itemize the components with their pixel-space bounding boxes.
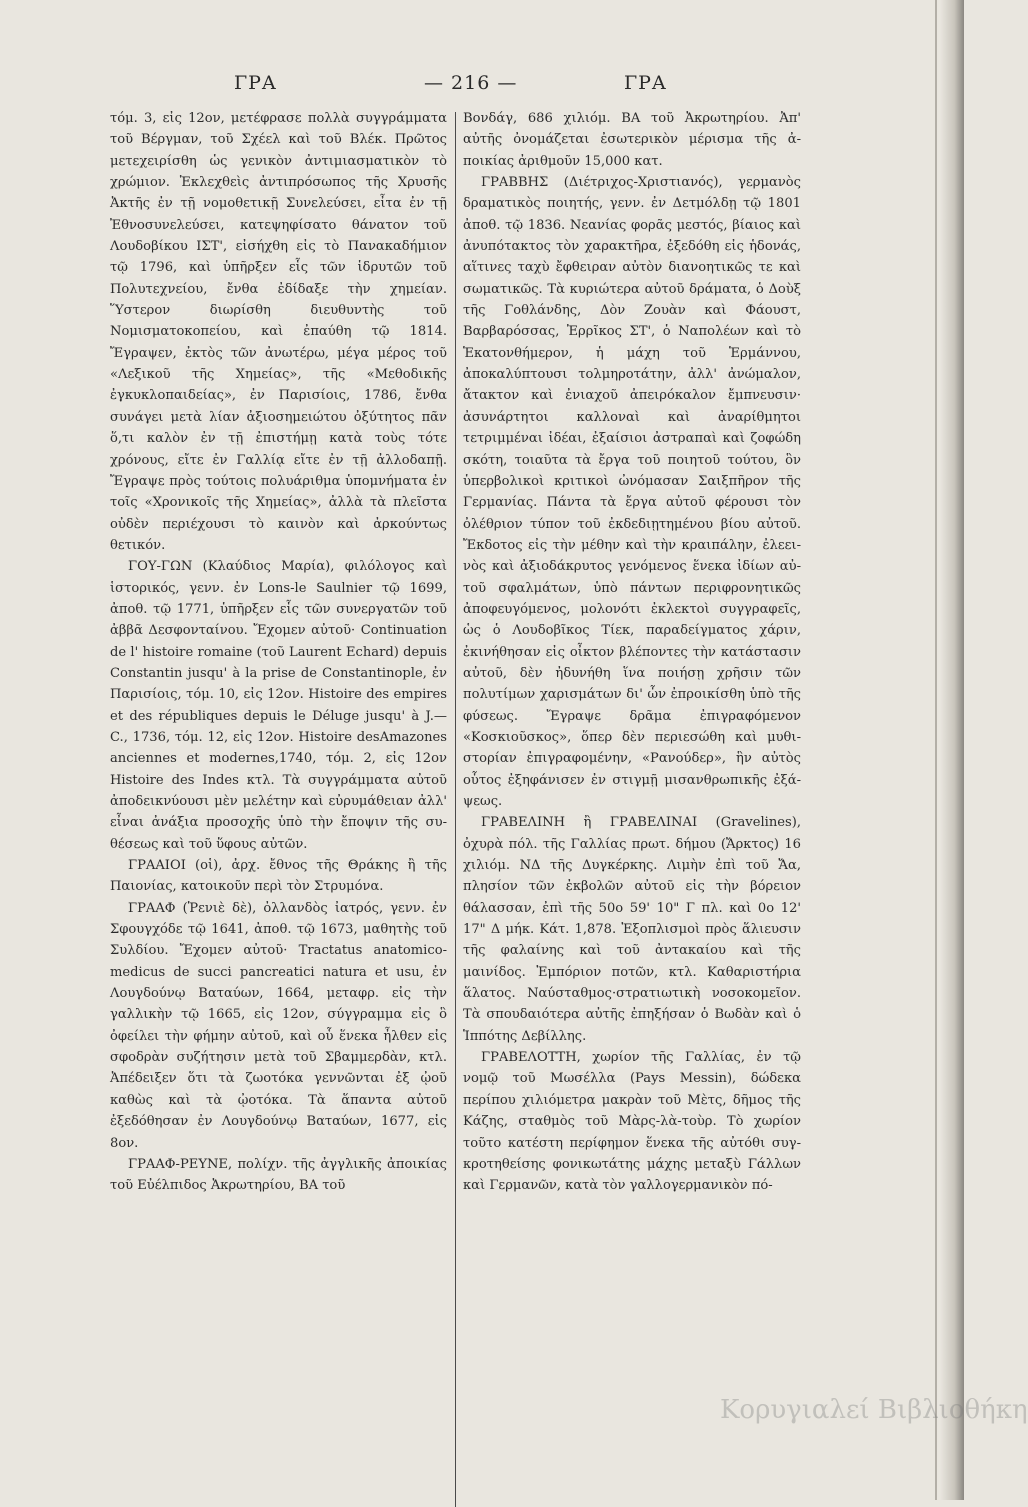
column-rule: [455, 112, 456, 1507]
book-spine-shadow: [940, 0, 964, 1500]
page-number: — 216 —: [424, 72, 518, 94]
header-right-guideword: ΓΡΑ: [624, 72, 667, 94]
library-watermark: Κορυγιαλεί Βιβλιοθήκη: [720, 1395, 1028, 1425]
entry-grabbe: ΓΡΑΒΒΗΣ (Διέτριχος-Χριστιανός), γερμανὸς δραματικὸς ποιητής, γενν. ἐν Δετμόλδῃ τῷ 1801 ἀποθ. τῷ 1836. Νεανίας φορᾶς μεστός, βίαιος καὶ ἀνυπότακτος τὸν χαρακτῆρα, ἐξεδόθη εἰς ἡδονάς, αἵτινες ταχὺ ἔφθειραν αὐτὸν διανοητικῶς τε καὶ σωματικῶς. Τὰ κυριώτερα αὐτοῦ δράματα, ὁ Δοὺξ τῆς Γοθλάνδης, Δὸν Ζουὰν καὶ Φάουστ, Βαρβαρόσσας, Ἐρρῖκος ΣΤ', ὁ Ναπολέων καὶ τὸ Ἑκατονθήμερον, ἡ μάχη τοῦ Ἑρμάννου, ἀποκαλύπτουσι τολμηροτάτην, ἀλλ' ἀνώμαλον, ἄτακτον καὶ ἐνιαχοῦ ἀπειρόκαλον ἔμπνευσιν· ἀσυνάρτητοι καλλοναὶ καὶ ἀναρίθμητοι τετριμμέναι ἰδέαι, ἐξαίσιοι ἀστραπαὶ καὶ ζοφώδη σκότη, τοιαῦτα τὰ ἔργα τοῦ ποιητοῦ τούτου, ὃν ὑπερβολικοὶ κριτικοὶ ὠνόμασαν Σαιξπῆρον τῆς Γερμανίας. Πάντα τὰ ἔργα αὐτοῦ φέρουσι τὸν ὀλέθριον τύπον τοῦ ἐκδεδιῃτημένου βίου αὐτοῦ. Ἔκδοτος εἰς τὴν μέθην καὶ τὴν κραιπάλην, ἐλεεινὸς καὶ ἀξιοδάκρυτος γενόμενος ἕνεκα ἰδίων αὐτοῦ σφαλμάτων, ὑπὸ πάντων περιφρονητικῶς ἀποφευγόμενος, μολονότι ἐκλεκτοὶ συγγραφεῖς, ὡς ὁ Λουδοβῖκος Τίεκ, παραδείγματος χάριν, ἐκινήθησαν εἰς οἶκτον βλέποντες τὴν κατάστασιν αὐτοῦ, δὲν ἠδυνήθη ἵνα ποιήσῃ χρῆσιν τῶν πολυτίμων χαρισμάτων δι' ὧν ἐπροικίσθη ὑπὸ τῆς φύσεως. Ἔγραψε δρᾶμα ἐπιγραφόμενον «Κοσκιοῦσκος», ὅπερ δὲν περιεσώθη καὶ μυθιστορίαν ἐπιγραφομένην, «Ρανούδερ», ἣν αὐτὸς οὗτος ἐξηφάνισεν ἐν στιγμῇ μισανθρωπικῆς ἐξάψεως.: [463, 175, 801, 809]
entry-gravelines: ΓΡΑΒΕΛΙΝΗ ἢ ΓΡΑΒΕΛΙΝΑΙ (Gravelines), ὀχυρὰ πόλ. τῆς Γαλλίας πρωτ. δήμου (Ἄρκτος) 16 χιλιόμ. ΝΔ τῆς Δυγκέρκης. Λιμὴν ἐπὶ τοῦ Ἄα, πλησίον τῶν ἐκβολῶν αὐτοῦ εἰς τὴν βόρειον θάλασσαν, ἐπὶ τῆς 50ο 59' 10" Γ πλ. καὶ 0ο 12' 17" Δ μήκ. Κάτ. 1,878. Ἐξοπλισμοὶ πρὸς ἅλιευσιν τῆς φαλαίνης καὶ τοῦ ἀντακαίου καὶ τῆς μαινίδος. Ἐμπόριον ποτῶν, κτλ. Καθαριστήρια ἅλατος. Ναύσταθμος·στρατιωτικὴ νοσοκομεῖον. Τὰ σπουδαιότερα αὐτῆς ἐπηξήσαν ὁ Βωδὰν καὶ ὁ Ἱππότης Δεβίλλης.: [463, 815, 801, 1044]
entry-graaf-reinet: ΓΡΑΑΦ-ΡΕΥΝΕ, πολίχν. τῆς ἀγγλικῆς ἀποικίας τοῦ Εὐέλπιδος Ἀκρωτηρίου, ΒΑ τοῦ: [110, 1156, 447, 1194]
page-header: [214, 72, 754, 102]
entry-graaf: ΓΡΑΑΦ (Ῥενιὲ δὲ), ὀλλανδὸς ἰατρός, γενν. ἐν Σφουγχόδε τῷ 1641, ἀποθ. τῷ 1673, μαθητὴς τοῦ Συλδίου. Ἔχομεν αὐτοῦ· Tractatus anatomico-medicus de succi pancreatici natura et usu, ἐν Λουγδούνῳ Βαταύων, 1664, μεταφρ. εἰς τὴν γαλλικὴν τῷ 1665, εἰς 12ον, σύγγραμμα εἰς ὃ ὀφείλει τὴν φήμην αὐτοῦ, καὶ οὗ ἕνεκα ἦλθεν εἰς σφοδρὰν συζήτησιν μετὰ τοῦ Σβαμμερδὰν, κτλ. Ἀπέδειξεν ὅτι τὰ ζωοτόκα γεννῶνται ἐξ ᾠοῦ καθὼς καὶ τὰ ᾠοτόκα. Τὰ ἅπαντα αὐτοῦ ἐξεδόθησαν ἐν Λουγδούνῳ Βαταύων, 1677, εἰς 8ον.: [110, 900, 447, 1151]
header-left-guideword: ΓΡΑ: [234, 72, 277, 94]
right-column: [463, 108, 801, 1197]
page-edge-line: [935, 0, 937, 1500]
entry-gravelotte: ΓΡΑΒΕΛΟΤΤΗ, χωρίον τῆς Γαλλίας, ἐν τῷ νομῷ τοῦ Μωσέλλα (Pays Messin), δώδεκα περίπου χιλιόμετρα μακρὰν τοῦ Μὲτς, δῆμος τῆς Κάζης, σταθμὸς τοῦ Μὰρς-λὰ-τοὺρ. Τὸ χωρίον τοῦτο κατέστη περίφημον ἕνεκα τῆς αὐτόθι συγκροτηθείσης φονικωτάτης μάχης μεταξὺ Γάλλων καὶ Γερμανῶν, κατὰ τὸν γαλλογερμανικὸν πό-: [463, 1050, 801, 1194]
entry-gouyon: ΓΟΥ-ΓΩΝ (Κλαύδιος Μαρία), φιλόλογος καὶ ἱστορικός, γενν. ἐν Lons-le Saulnier τῷ 1699, ἀποθ. τῷ 1771, ὑπῆρξεν εἷς τῶν συνεργατῶν τοῦ ἀββᾶ Δεσφονταίνου. Ἔχομεν αὐτοῦ· Continuation de l' histoire romaine (τοῦ Laurent Echard) depuis Constantin jusqu' à la prise de Constantinople, ἐν Παρισίοις, τόμ. 10, εἰς 12ον. Histoire des empires et des républiques depuis le Déluge jusqu' à J.—C., 1736, τόμ. 12, εἰς 12ον. Histoire desAmazones anciennes et modernes,1740, τόμ. 2, εἰς 12ον Histoire des Indes κτλ. Τὰ συγγράμματα αὐτοῦ ἀποδεικνύουσι μὲν μελέτην καὶ εὐρυμάθειαν ἀλλ' εἶναι ἀνάξια προσοχῆς ὑπὸ τὴν ἔποψιν τῆς συθέσεως καὶ τοῦ ὕφους αὐτῶν.: [110, 559, 447, 852]
paragraph-continuation-right: Βονδάγ, 686 χιλιόμ. ΒΑ τοῦ Ἀκρωτηρίου. Ἀπ' αὐτῆς ὀνομάζεται ἐσωτερικὸν μέρισμα τῆς ἀποικίας ἀριθμοῦν 15,000 κατ.: [463, 111, 801, 169]
paragraph-continuation: τόμ. 3, εἰς 12ον, μετέφρασε πολλὰ συγγράμματα τοῦ Βέργμαν, τοῦ Σχέελ καὶ τοῦ Βλέκ. Πρῶτος μετεχειρίσθη ὡς γενικὸν ἀντιμιασματικὸν τὸ χρώμιον. Ἐκλεχθεὶς ἀντιπρόσωπος τῆς Χρυσῆς Ἀκτῆς ἐν τῇ νομοθετικῇ Συνελεύσει, εἶτα ἐν τῇ Ἐθνοσυνελεύσει, κατεψηφίσατο θάνατον τοῦ Λουδοβίκου ΙΣΤ', εἰσήχθη εἰς τὸ Πανακαδήμιον τῷ 1796, καὶ ὑπῆρξεν εἷς τῶν ἱδρυτῶν τοῦ Πολυτεχνείου, ἔνθα ἐδίδαξε τὴν χημείαν. Ὕστερον διωρίσθη διευθυντὴς τοῦ Νομισματοκοπείου, καὶ ἐπαύθη τῷ 1814. Ἔγραψεν, ἐκτὸς τῶν ἀνωτέρω, μέγα μέρος τοῦ «Λεξικοῦ τῆς Χημείας», τῆς «Μεθοδικῆς ἐγκυκλοπαιδείας», ἐν Παρισίοις, 1786, ἔνθα συνάγει μετὰ λίαν ἀξιοσημειώτου ὀξύτητος πᾶν ὅ,τι καλὸν ἐν τῇ ἐπιστήμῃ κατὰ τοὺς τότε χρόνους, εἴτε ἐν Γαλλίᾳ εἴτε ἐν τῇ ἀλλοδαπῇ. Ἔγραψε πρὸς τούτοις πολυάριθμα ὑπομνήματα ἐν τοῖς «Χρονικοῖς τῆς Χημείας», ἀλλὰ τὰ πλεῖστα οὐδὲν περιέχουσι τὸ καινὸν καὶ ἀρκούντως θετικόν.: [110, 111, 447, 553]
entry-graaioi: ΓΡΑΑΙΟΙ (οἱ), ἀρχ. ἔθνος τῆς Θράκης ἢ τῆς Παιονίας, κατοικοῦν περὶ τὸν Στρυμόνα.: [110, 858, 447, 895]
left-column: [110, 108, 447, 1197]
